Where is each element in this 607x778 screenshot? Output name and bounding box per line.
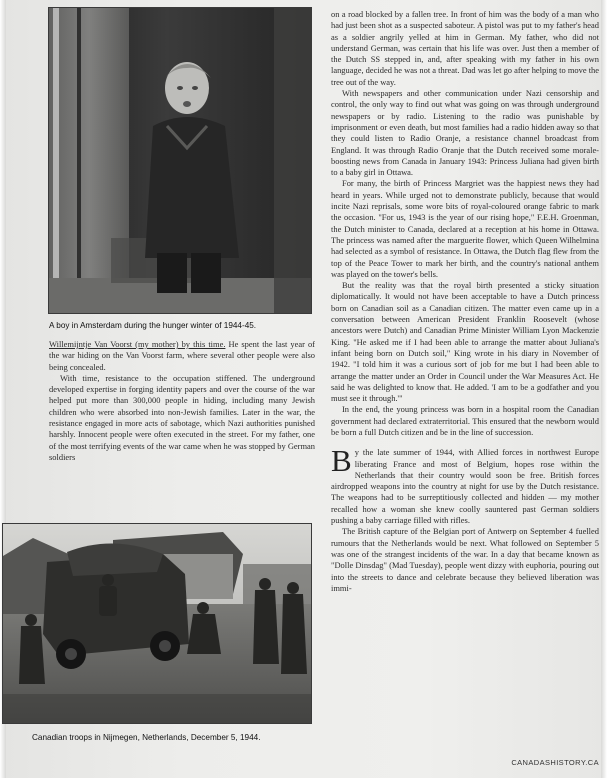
right-paragraph-4: But the reality was that the royal birth presented a sticky situation diplomatically. It would not have been acceptable to have a Dutch princess born on Canadian soil as a Canadian citizen. The matter even came up in a conversation between American President Franklin Roosevelt (whose ancestors were Dutch) and Canadian Prime Minister William Lyon Mackenzie King. "He asked me if I had been able to arrange the matter about Juliana's infant being born on Dutch soil," King wrote in his diary in November of 1942. "I told him it was a curious sort of job for me but I had been able to arrange the matter under an Order in Council under the War Measures Act. He said he was delighted to know that. He added. 'I am to be a godfather and you must see it through.'" <box>331 280 599 404</box>
footer-website: CANADASHISTORY.CA <box>511 758 599 767</box>
right-paragraph-3: For many, the birth of Princess Margriet was the happiest news they had heard in years. While urged not to demonstrate publicly, because that would incite Nazi reprisals, some wore bits of royal-coloured orange fabric to mark the occasion. "For us, 1943 is the year of our rising hope," F.E.H. Groenman, the Dutch minister to Canada, declared at a reception at his home in Ottawa. The princess was named after the marguerite flower, which Queen Wilhelmina had selected as a symbol of resistance. In Ottawa, the Dutch flag flew from the top of the Peace Tower to mark her birth, and the country's national anthem was played on the tower's bells. <box>331 178 599 279</box>
boy-photo <box>48 7 312 314</box>
right-paragraph-1: on a road blocked by a fallen tree. In front of him was the body of a man who had just been shot as a suspected saboteur. A pistol was put to my father's head as a soldier angrily yelled at him in German. My father, who did not understand German, was certain that his life was over. Just then a member of the Dutch SS stepped in, and, after speaking with my father in his own language, decided he was not a threat. Dad was let go after helping to move the tree out of the way. <box>331 9 599 87</box>
right-paragraph-6-text: y the late summer of 1944, with Allied forces in northwest Europe liberating France and most of Belgium, hopes rose within the Netherlands that their country would soon be free. British forces airdropped weapons into the country at night for use by the Dutch resistance. The weapons had to be surreptitiously collected and hidden — my mother recalled how a woman she knew coolly sauntered past German soldiers pushing a baby carriage filled with rifles. <box>331 447 599 526</box>
underlined-phrase: Willemijntje Van Voorst (my mother) by this time. <box>49 339 226 349</box>
boy-photo-caption: A boy in Amsterdam during the hunger winter of 1944-45. <box>49 321 257 330</box>
right-paragraph-2: With newspapers and other communication under Nazi censorship and control, the only way to find out what was going on was through underground newspapers or by radio. Listening to the radio was punishable by imprisonment or even death, but most families had a radio hidden away so that they could listen to Radio Oranje, a resistance channel broadcast from England. It was through Radio Oranje that the Dutch received some morale-boosting news from Canada in January 1943: Princess Juliana had given birth to a baby girl in Ottawa. <box>331 88 599 178</box>
right-paragraph-6 <box>331 443 599 526</box>
right-paragraph-5: In the end, the young princess was born in a hospital room the Canadian government had declared extraterritorial. This ensured that the newborn would be born a full Dutch citizen and be in the line of succession. <box>331 404 599 437</box>
drop-cap: B <box>331 443 352 479</box>
left-paragraph-2: With time, resistance to the occupation stiffened. The underground developed expertise in forging identity papers and over the course of the war helped put more than 300,000 people in hiding, including many Jewish children who were absorbed into non-Jewish families. Later in the war, the resistance engaged in more acts of sabotage, which Nazi authorities punished harshly. Innocent people were often executed in the street. For my father, one of the most terrifying events of the war came when he was stopped by German soldiers <box>49 372 315 462</box>
troops-photo-caption: Canadian troops in Nijmegen, Netherlands, December 5, 1944. <box>32 733 261 742</box>
left-paragraph-1 <box>49 339 315 373</box>
right-text-column <box>331 9 599 594</box>
page-edge-right <box>601 0 607 778</box>
left-paragraph-1-text: He spent the last year of the war hiding on the Van Voorst farm, where several other people were also being concealed. <box>49 339 315 372</box>
left-text-column <box>49 339 315 463</box>
troops-photo <box>2 523 312 724</box>
right-paragraph-7: The British capture of the Belgian port of Antwerp on September 4 fuelled rumours that the Netherlands would be next. What followed on September 5 was one of the strangest incidents of the war. In a day that became known as "Dolle Dinsdag" (Mad Tuesday), people went dizzy with euphoria, pouring out into the streets to dance and celebrate because they believed liberation was immi- <box>331 526 599 593</box>
